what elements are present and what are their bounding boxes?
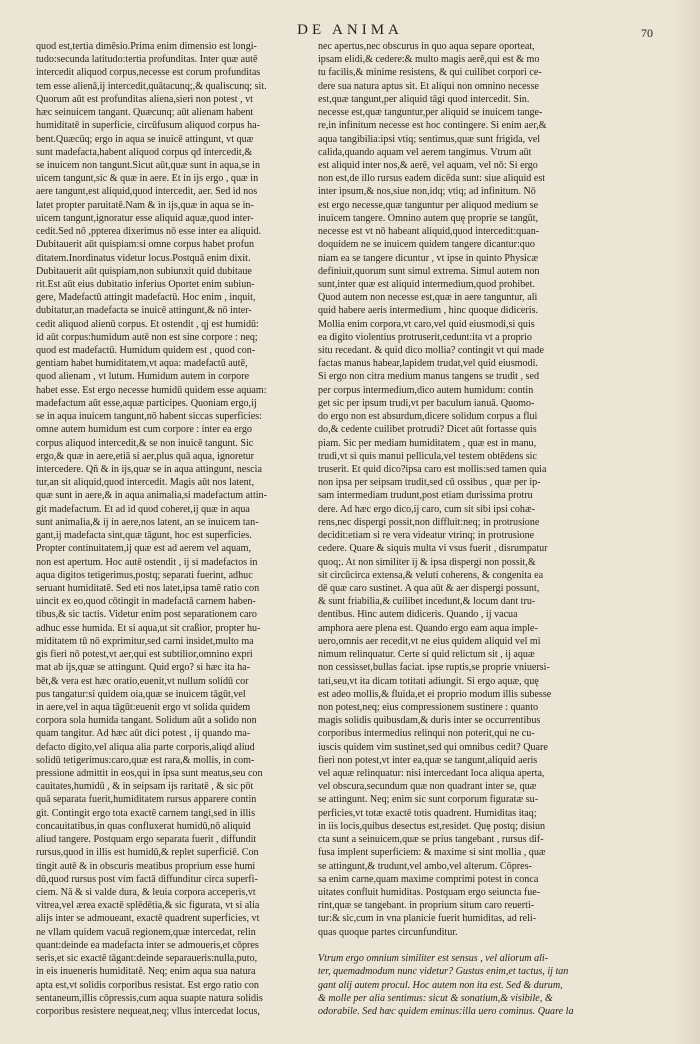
left-column-line: tibus,& sic tactis. Videtur enim post separationem caro bbox=[36, 609, 257, 621]
left-column-line: rit.Est aūt eius dubitatio inferius Oportet enim subiun- bbox=[36, 278, 255, 290]
right-column-line: perficies,vt totæ exactē totis quadrent. Humiditas itaq; bbox=[318, 807, 537, 819]
left-column-line: aere tangunt,est aliquid,quod intercedit, aer. Sed id nos bbox=[36, 186, 258, 198]
left-column-line: rursus,quod in illis est humidū,& replet superficiē. Con bbox=[36, 847, 259, 859]
left-column-line: miditatem tū nō exprimitur,sed carni insidet,multo ma bbox=[36, 635, 254, 647]
left-column-line: Quorum aūt est profunditas aliena,sieri non potest , vt bbox=[36, 93, 253, 105]
left-column-line: pressione admittit in eos,qui in ipsa sunt meatus,seu con bbox=[36, 768, 263, 780]
right-column-italic-line: odorabile. Sed hæc quidem eminus:illa uero cominus. Quare la bbox=[318, 1005, 574, 1017]
right-column-line: ipsam elidi,& cedere:& multo magis aerē,qui est & mo bbox=[318, 54, 540, 66]
right-column-line: necesse est,quæ tanguntur,per aliquid se inuicem tange- bbox=[318, 107, 543, 119]
right-column-italic-line: gant alij autem procul. Hoc autem non ita est. Sed & durum, bbox=[318, 979, 563, 991]
left-column-line: cedit.Sed nō ,ppterea dixerimus nō esse inter ea aliquid. bbox=[36, 226, 262, 238]
page-number: 70 bbox=[641, 26, 653, 40]
right-column-line: necesse est vt nō habeant aliquid,quod intercedit:quan- bbox=[318, 226, 540, 238]
left-column-line: dubitatur,an madefacta se inuicē attingunt,& nō inter- bbox=[36, 305, 252, 317]
right-column-line: niam ea se tangere dicuntur , vt ipse in quinto Physicæ bbox=[318, 252, 539, 264]
right-column-line: sa enim carne,quam maxime comprimi potest in conca bbox=[318, 873, 539, 885]
left-column-line: seris,et sic exactē tāgant:deinde separaueris:nulla,puto, bbox=[36, 953, 258, 965]
left-column-line: concauitatibus,in quas confluxerat humidū,nō aliquid bbox=[36, 820, 251, 832]
right-column-line: & sunt friabilia,& cuilibet incedunt,& locum dant tru- bbox=[318, 596, 536, 608]
right-column-line: definiuit,quorum sunt simul extrema. Simul autem non bbox=[318, 265, 540, 277]
left-column-line: intercedere. Qñ & in ijs,quæ se in aqua attingunt, nescia bbox=[36, 464, 262, 475]
right-column-line: non ipsa per seipsam trudit,sed cū ossibus , quæ per ip- bbox=[318, 477, 541, 489]
right-column-line: tur:& sic,cum in vna planicie fuerit humiditas, ad reli- bbox=[318, 913, 537, 925]
left-column-line: in aere,vel in aqua tāgūt:euenit ergo vt solida quidem bbox=[36, 701, 251, 713]
right-column-line: est adeo mollis,& fluida,et ei proprio modum illis subesse bbox=[318, 688, 552, 700]
right-column-line: iuscis quidem vim sustinet,sed qui omnibus cedit? Quare bbox=[318, 741, 548, 753]
right-column-line: Si ergo non citra medium manus tangens se trudit , sed bbox=[318, 371, 539, 383]
left-column-line: git madefactum. Et ad id quod coheret,ij quæ in aqua bbox=[36, 503, 250, 515]
right-column-line: inuicem tangere. Omnino autem quę proprie se tangūt, bbox=[318, 212, 539, 224]
left-column-line: corpus aliquod intercedit,& se non inuicē tangunt. Sic bbox=[36, 437, 254, 449]
right-column-line: dere sua natura aptus sit. Et aliqui non omnino necesse bbox=[318, 80, 539, 92]
left-column-line: gentiam habet humiditatem,vt aqua: madefactū autē, bbox=[36, 358, 248, 370]
left-column-line: Dubitauerit aūt quispiam:si omne corpus habet profun bbox=[36, 239, 255, 251]
right-column-line: est aliquid inter nos,& aerē, vel aquam, vel nō: Si ergo bbox=[318, 159, 538, 171]
left-column-line: quā separata fuerit,humiditatem rursus apparere contin bbox=[36, 794, 257, 806]
left-column-line: quod est madefactū. Humidum quidem est , quod con- bbox=[36, 345, 256, 357]
left-column-line: tem esse alienā,ij intercedit,quātacunq;,& qualiscunq; sit. bbox=[36, 80, 267, 92]
right-column-line: do ergo non est absurdum,dicere solidum corpus a flui bbox=[318, 411, 538, 423]
right-column-line: est ergo necesse,quæ tanguntur per aliquod medium se bbox=[318, 199, 539, 211]
left-column-line: intercedit aliquod corpus,necesse est corum profunditas bbox=[36, 67, 261, 79]
right-column-line: aqua tangibilia:ipsi vtiq; sentimus,quæ sunt frigida, vel bbox=[318, 133, 541, 145]
left-column-line: ne vllam quidem vacuā regionem,quæ intercedat, relin bbox=[36, 926, 256, 938]
running-title: DE ANIMA bbox=[297, 22, 403, 38]
left-column-line: tur,an sit aliquid,quod intercedit. Magis aūt nos latent, bbox=[36, 477, 254, 489]
right-column-line: corporibus intermedius relinqui non poterit,qui ne cu- bbox=[318, 728, 535, 740]
left-column-line: omne autem humidum est cum corpore : inter ea ergo bbox=[36, 424, 252, 436]
left-column-line: tudo:secunda latitudo:tertia profunditas. Inter quæ autē bbox=[36, 54, 258, 66]
right-column-line: sit circūcirca extensa,& veluti coherens, & congenita ea bbox=[318, 569, 544, 581]
right-column-line: vel obscura,secundum quæ non quadrant inter se, quæ bbox=[318, 781, 537, 793]
right-column-italic-line: ter, quemadmodum nunc videtur? Gustus enim,et tactus, ij tan bbox=[318, 966, 569, 978]
page-edge-shading bbox=[672, 0, 700, 1044]
right-column-line: rint,quæ se tangebant. in proprium situm caro reuerti- bbox=[318, 900, 535, 912]
right-text-column bbox=[318, 40, 580, 1018]
left-column-line: habet esse. Est ergo necesse humidū quidem esse aquam: bbox=[36, 384, 267, 396]
left-column-line: gis fieri nō potest,vt aer,qui est subtilior,omnino expri bbox=[36, 649, 253, 661]
right-column-line: per corpus intermedium,dico autem humidum: contin bbox=[318, 384, 534, 396]
left-column-line: madefactum aūt esse,aquæ participes. Quoniam ergo,ij bbox=[36, 397, 257, 409]
right-column-line: non potest,neq; eius compressionem sustinere : quanto bbox=[318, 701, 539, 713]
left-column-line: sunt animalia,& ij in aere,nos latent, an se inuicem tan- bbox=[36, 516, 259, 528]
left-column-line: sunt madefacta,habent aliquod corpus qd intercedit,& bbox=[36, 146, 253, 158]
right-column-line: situ recedant. & quid dico mollia? contingit vt qui made bbox=[318, 345, 544, 357]
right-column-line: dentibus. Hinc autem didiceris. Quando , ij vacua bbox=[318, 609, 518, 621]
right-column-line: se attingunt,& trudunt,vel ambo,vel alterum. Cōpres- bbox=[318, 860, 532, 872]
left-column-line: seruant humiditatē. Sed eti nos latet,ipsa tamē ratio con bbox=[36, 582, 260, 594]
left-column-line: in eis inueneris humiditatē. Neq; enim aqua sua natura bbox=[36, 966, 256, 978]
right-column-line: sunt,inter quæ est aliquid intermedium,quod prohibet. bbox=[318, 278, 535, 290]
left-column-line: ciem. Nā & si valde dura, & leuia corpora acceperis,vt bbox=[36, 887, 256, 898]
left-column-line: quam tangitur. Ad hæc aūt dici potest , ij quando ma- bbox=[36, 728, 251, 740]
left-column-line: corpora sola humida tangant. Solidum aūt a solido non bbox=[36, 715, 257, 727]
right-column-line: quas quoque partes circunfunditur. bbox=[318, 926, 458, 938]
right-column-line: factas manus habear,lapidem trudat,vel quid eiusmodi. bbox=[318, 358, 538, 370]
right-column-line: fieri non potest,vt inter ea,quæ se tangunt,aliquid aeris bbox=[318, 754, 538, 766]
left-column-line: dū,quod rursus post vim factā diffunditur circa superfi- bbox=[36, 873, 258, 885]
right-column-line: uero,omnis aer recedit,vt ne eius quidem aliquid vel mi bbox=[318, 635, 541, 647]
left-column-line: defacto digito,vel aliqua alia parte corporis,aliqd aliud bbox=[36, 741, 255, 753]
left-column-line: non est apertum. Hoc autē ostendit , ij si madefactos in bbox=[36, 556, 258, 568]
right-column-line: inter ipsum,& nos,siue non,idq; vtiq; ad infinitum. Nō bbox=[318, 186, 536, 198]
right-column-line bbox=[318, 939, 580, 952]
left-column-line: cedit aliquod alienū corpus. Et ostendit , qj est humidū: bbox=[36, 318, 259, 330]
right-column-line: nec apertus,nec obscurus in quo aqua separe oporteat, bbox=[318, 41, 535, 52]
left-column-line: latet propter paruitatē.Nam & in ijs,quæ in aqua se in- bbox=[36, 199, 254, 211]
right-column-line: cta sunt a seinuicem,quæ se prius tangebant , rursus dif- bbox=[318, 834, 544, 846]
left-column-line: solidū tetigerimus:caro,quæ est rara,& mollis, in com- bbox=[36, 754, 255, 766]
right-column-line: amphora aere plena est. Quando ergo eam aqua imple- bbox=[318, 622, 538, 634]
right-column-line: est,quæ tangunt,per aliquid tāgi quod intercedit. Sin. bbox=[318, 93, 530, 105]
left-column-line: Propter continuitatem,ij quæ est ad aerem vel aquam, bbox=[36, 543, 251, 555]
left-column-line: quod alienam , vt lutum. Humidum autem in corpore bbox=[36, 371, 250, 383]
left-column-line: sentaneum,illis cōpressis,cum aqua suapte natura solidis bbox=[36, 992, 263, 1004]
left-column-line: quant:deinde ea madefacta inter se admoueris,et cōpres bbox=[36, 939, 259, 951]
right-column-line: cedere. Quare & siquis multa vi vsus fuerit , disrumpatur bbox=[318, 543, 548, 555]
right-column-line: get sic per ipsum trudi,vt per baculum ianuā. Quomo- bbox=[318, 397, 535, 409]
left-column-line: se in aqua inuicem tangunt,nō habent siccas superficies: bbox=[36, 411, 262, 423]
right-column-line: se attingunt. Neq; enim sic sunt corporum figuratæ su- bbox=[318, 794, 539, 806]
right-column-line: calida,quando aquam vel aerem tangimus. Vtrum aūt bbox=[318, 146, 532, 158]
right-column-line: non est,de illo rursus eadem dicēda sunt: siue aliquid est bbox=[318, 173, 546, 185]
right-column-line: ea digito violentius protruserit,cedunt:ita vt a proprio bbox=[318, 331, 532, 343]
right-column-line: quoq;. At non similiter ij & ipsa dispergi non possit,& bbox=[318, 556, 536, 568]
left-column-line: ergo,& quæ in aere,etiā si aer,plus quā aqua, ignoretur bbox=[36, 450, 255, 462]
left-column-line: cauitates,humidū , & in seipsam ijs raritatē , & sic pōt bbox=[36, 781, 254, 793]
right-column-line: nimum relinquatur. Certe si quid relictum sit , ij aquæ bbox=[318, 649, 535, 661]
right-column-line: in iis locis,quibus desectus est,residet. Quę postq; disiun bbox=[318, 820, 546, 832]
right-column-line: trudi,vt si quis manui pellicula,vel testem obtēdens sic bbox=[318, 450, 537, 462]
right-column-line: magis solidis quibusdam,& duris inter se occurrentibus bbox=[318, 715, 541, 727]
right-column-line: uitates confluit humiditas. Postquam ergo seiuncta fue- bbox=[318, 887, 541, 898]
left-column-line: aliud tangere. Postquam ergo separata fuerit , diffundit bbox=[36, 834, 257, 846]
left-column-line: id aūt corpus:humidum autē non est sine corpore : neq; bbox=[36, 331, 258, 343]
right-column-italic-line: & molle per alia sentimus: sicut & sonatium,& visibile, & bbox=[318, 992, 553, 1004]
right-column-line: fusa implent superficiem: & maxime si sint mollia , quæ bbox=[318, 847, 546, 859]
left-column-line: apta est,vt solidis corporibus resistat. Est ergo ratio con bbox=[36, 979, 259, 991]
left-column-line: uincit ex eo,quod cōtingit in madefactā carnem haben- bbox=[36, 596, 256, 608]
left-column-line: vitrea,vel ærea exactē splēdētia,& sic figurata, vt si alia bbox=[36, 900, 260, 912]
left-column-line: Dubitauerit aūt quispiam,non subiunxit quid dubitaue bbox=[36, 265, 252, 277]
left-column-line: mat ab ijs,quæ se attingunt. Quid ergo? si hæc ita ha- bbox=[36, 662, 250, 674]
right-column-line: Mollia enim corpora,vt caro,vel quid eiusmodi,si quis bbox=[318, 318, 535, 330]
left-column-line: uicem tangunt,sic & quæ in aere. Et in ijs ergo , quæ in bbox=[36, 173, 259, 185]
right-column-line: vel aquæ relinquatur: nisi intercedant loca aliqua aperta, bbox=[318, 768, 545, 780]
left-text-column bbox=[36, 40, 294, 1018]
left-column-line: se inuicem non tangunt.Sicut aūt,quæ sunt in aqua,se in bbox=[36, 159, 260, 171]
right-column-line: sam intermediam trudunt,post etiam durissima protru bbox=[318, 490, 533, 502]
left-column-line: humiditatē in superficie, circūfusum aliquod corpus ha- bbox=[36, 120, 260, 132]
left-column-line: quod est,tertia dimēsio.Prima enim dimensio est longi- bbox=[36, 41, 257, 52]
right-column-line: doquidem ne se inuicem quidem tangere dicantur:quo bbox=[318, 239, 535, 251]
right-column-italic-line: Vtrum ergo omnium similiter est sensus , vel aliorum ali- bbox=[318, 953, 549, 965]
right-column-line: truserit. Et quid dico?ipsa caro est mollis:sed tamen quia bbox=[318, 464, 547, 475]
right-column-line: piam. Sic per mediam humiditatem , quæ est in manu, bbox=[318, 437, 537, 449]
left-column-line: bēt,& vera est hæc oratio,euenit,vt nullum solidū cor bbox=[36, 675, 249, 687]
right-column-line: quid habere aeris intermedium , hinc quoque didiceris. bbox=[318, 305, 539, 317]
left-column-line: gant,ij madefacta sint,quæ tāgunt, hoc est superficies. bbox=[36, 530, 252, 542]
right-column-line: Quod autem non necesse est,quæ in aere tanguntur, ali bbox=[318, 292, 538, 304]
left-column-line: pus tangatur:si quidem oia,quæ se inuicem tāgūt,vel bbox=[36, 688, 246, 700]
left-column-line: quæ sunt in aere,& in aqua animalia,si madefactum attin- bbox=[36, 490, 267, 502]
right-column-line: do,& cedente cuilibet protrudi? Dicet aūt fortasse quis bbox=[318, 424, 537, 436]
left-column-line: aqua digitos tetigerimus,postq; separati fuerint, adhuc bbox=[36, 569, 253, 581]
left-column-line: git. Contingit ergo tota exactē carnem tangi,sed in illis bbox=[36, 807, 256, 819]
left-column-line: bent.Quæcūq; ergo in aqua se inuicē attingunt, vt quæ bbox=[36, 133, 254, 145]
left-column-line: ditatem.Inordinatus videtur locus.Postquā enim dixit. bbox=[36, 252, 251, 264]
left-column-line: hæc seinuicem tangant. Quæcunq; aūt alienam habent bbox=[36, 107, 254, 119]
left-column-line: tingit autē & in obscuris meatibus proprium esse humi bbox=[36, 860, 256, 872]
right-column-line: dē quæ caro sustinet. A qua aūt & aer dispergi possunt, bbox=[318, 582, 540, 594]
left-column-line: uicem tangunt,ignoratur esse aliquid aquæ,quod inter- bbox=[36, 212, 254, 224]
left-column-line: gere, Madefactū attingit madefactū. Hoc enim , inquit, bbox=[36, 292, 256, 304]
right-column-line: dere. Ad hæc ergo dico,ij caro, cum sit sibi ipsi cohæ- bbox=[318, 503, 536, 515]
right-column-line: tati,seu,vt ita dicam totitati adiungit. Si ergo aquæ, quę bbox=[318, 675, 539, 687]
left-column-line: alijs inter se admoueant, exactē quadrent superficies, vt bbox=[36, 913, 260, 925]
right-column-line: rens,nec dispergi possit,non diffluit:neq; in protrusione bbox=[318, 516, 540, 528]
right-column-line: decidit:etiam si re vera videatur vtrinq; in protrusione bbox=[318, 530, 535, 542]
left-column-line: corporibus resistere nequeat,neq; vllus intercedat locus, bbox=[36, 1005, 260, 1017]
left-column-line: adhuc esse humida. Et si aqua,ut sit craßior, propter hu- bbox=[36, 622, 261, 634]
right-column-line: non cessisset,bullas faciat. ipse ruptis,se proprie vniuersi- bbox=[318, 662, 550, 674]
right-column-line: tu facilis,& minime resistens, & qui cuilibet corpori ce- bbox=[318, 67, 542, 79]
right-column-line: re,in infinitum necesse est hoc contingere. Si enim aer,& bbox=[318, 120, 547, 132]
